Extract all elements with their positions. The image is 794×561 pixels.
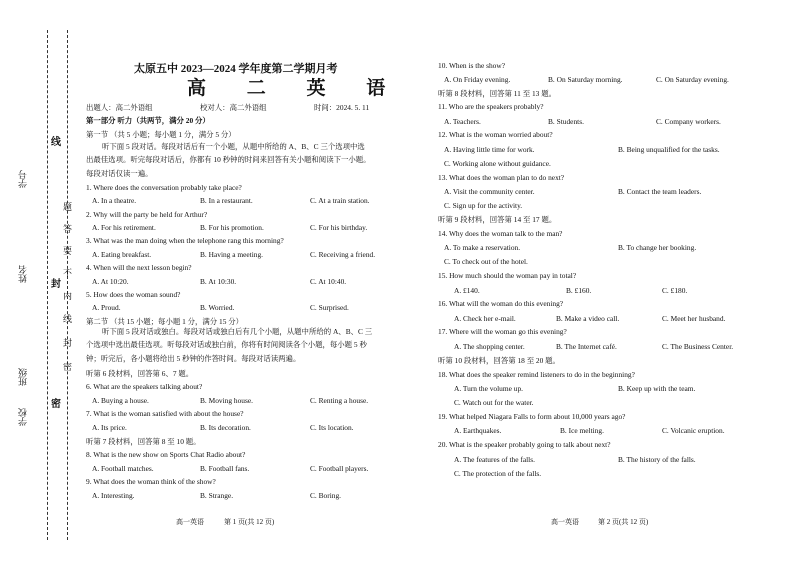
question-text: 6. What are the speakers talking about? xyxy=(86,382,203,391)
option-a: A. Turn the volume up. xyxy=(454,384,523,393)
option-a: A. Interesting. xyxy=(92,491,135,500)
option-c: C. Receiving a friend. xyxy=(310,250,376,259)
option-c: C. Volcanic eruption. xyxy=(662,426,725,435)
question-text: 16. What will the woman do this evening? xyxy=(438,299,564,308)
exam-date: 时间：2024. 5. 11 xyxy=(314,103,370,112)
option-a: A. Visit the community center. xyxy=(444,187,535,196)
option-a: A. Buying a house. xyxy=(92,396,149,405)
question-text: 11. Who are the speakers probably? xyxy=(438,102,544,111)
footer-right-subject: 高一英语 xyxy=(551,518,579,526)
option-c: C. Football players. xyxy=(310,464,369,473)
option-b: B. The Internet café. xyxy=(556,342,617,351)
option-c: C. For his birthday. xyxy=(310,223,368,232)
section2-heading: 第二节 （共 15 小题；每小题 1 分，满分 15 分） xyxy=(86,317,244,326)
option-b: B. Strange. xyxy=(200,491,234,500)
seal-word-nei: 内 xyxy=(63,291,73,301)
seal-word-ti: 题 xyxy=(63,202,73,212)
option-c: C. Renting a house. xyxy=(310,396,369,405)
option-c: C. At a train station. xyxy=(310,196,370,205)
option-c: C. Meet her husband. xyxy=(662,314,726,323)
seal-word-feng: 封 xyxy=(63,338,73,348)
option-b: B. Moving house. xyxy=(200,396,253,405)
question-text: 1. Where does the conversation probably take place? xyxy=(86,183,242,192)
option-a: A. To make a reservation. xyxy=(444,243,521,252)
section1-heading: 第一节 （共 5 小题；每小题 1 分，满分 5 分） xyxy=(86,130,236,139)
section2-instructions: 听下面 5 段对话或独白。每段对话或独白后有几个小题，从题中所给的 A、B、C 三个选项中选出最佳选项。听每段对话或独白前，你将有时间阅读各个小题，每小题 5 秒钟；听完后，各小题将给出 5 秒钟的作答时间。每段对话读两遍。 xyxy=(86,327,373,363)
question-text: 13. What does the woman plan to do next? xyxy=(438,173,565,182)
question-text: 20. What is the speaker probably going to talk about next? xyxy=(438,440,611,449)
option-b: B. Its decoration. xyxy=(200,423,251,432)
option-a: A. Check her e-mail. xyxy=(454,314,516,323)
line-mark: 线 xyxy=(51,137,61,148)
option-a: A. The shopping center. xyxy=(454,342,525,351)
option-b: B. Make a video call. xyxy=(556,314,620,323)
option-a: A. £140. xyxy=(454,286,480,295)
secret-mark: 密 xyxy=(51,399,61,410)
listening-note-8: 听第 8 段材料，回答第 11 至 13 题。 xyxy=(438,89,556,98)
option-a: A. For his retirement. xyxy=(92,223,156,232)
option-c: C. £180. xyxy=(662,286,688,295)
checker-info: 校对人：高二外语组 xyxy=(200,103,267,112)
listening-note-9: 听第 9 段材料，回答第 14 至 17 题。 xyxy=(438,215,557,224)
option-c: C. Its location. xyxy=(310,423,354,432)
seal-word-mi: 密 xyxy=(63,362,73,372)
question-text: 9. What does the woman think of the show? xyxy=(86,477,216,486)
listening-note-7: 听第 7 段材料，回答第 8 至 10 题。 xyxy=(86,437,201,446)
question-text: 19. What helped Niagara Falls to form about 10,000 years ago? xyxy=(438,412,626,421)
option-c: C. At 10:40. xyxy=(310,277,347,286)
option-b: B. £160. xyxy=(566,286,592,295)
option-c: C. Watch out for the water. xyxy=(454,398,534,407)
option-a: A. The features of the falls. xyxy=(454,455,535,464)
footer-right-page: 第 2 页(共 12 页) xyxy=(598,518,649,526)
seal-mark: 封 xyxy=(51,279,61,290)
option-a: A. Proud. xyxy=(92,303,121,312)
option-c: C. To check out of the hotel. xyxy=(444,257,528,266)
student-id-label: 学号 xyxy=(18,170,28,188)
name-label: 姓名 xyxy=(18,265,28,283)
option-a: A. Eating breakfast. xyxy=(92,250,152,259)
subject-title: 高 二 英 语 xyxy=(187,78,404,99)
question-text: 15. How much should the woman pay in total? xyxy=(438,271,577,280)
option-c: C. On Saturday evening. xyxy=(656,75,729,84)
option-c: C. Working alone without guidance. xyxy=(444,159,551,168)
footer-left-subject: 高一英语 xyxy=(176,518,204,526)
seal-word-yao: 要 xyxy=(63,246,73,256)
question-text: 3. What was the man doing when the telephone rang this morning? xyxy=(86,236,284,245)
question-text: 8. What is the new show on Sports Chat Radio about? xyxy=(86,450,246,459)
option-b: B. Students. xyxy=(548,117,584,126)
margin-line-inner xyxy=(67,30,68,540)
listening-note-6: 听第 6 段材料，回答第 6、7 题。 xyxy=(86,369,194,378)
option-b: B. At 10:30. xyxy=(200,277,237,286)
margin-line-outer xyxy=(47,30,48,540)
question-text: 7. What is the woman satisfied with about the house? xyxy=(86,409,244,418)
option-b: B. Contact the team leaders. xyxy=(618,187,702,196)
option-b: B. Football fans. xyxy=(200,464,250,473)
option-c: C. Boring. xyxy=(310,491,342,500)
option-a: A. At 10:20. xyxy=(92,277,129,286)
option-b: B. The history of the falls. xyxy=(618,455,696,464)
option-a: A. Football matches. xyxy=(92,464,154,473)
option-c: C. The Business Center. xyxy=(662,342,734,351)
option-c: C. The protection of the falls. xyxy=(454,469,542,478)
setter-info: 出题人：高二外语组 xyxy=(86,103,153,112)
question-text: 10. When is the show? xyxy=(438,61,505,70)
seal-word-xian: 线 xyxy=(63,314,73,324)
question-text: 4. When will the next lesson begin? xyxy=(86,263,192,272)
option-b: B. Keep up with the team. xyxy=(618,384,696,393)
option-b: B. Ice melting. xyxy=(560,426,604,435)
seal-word-bu: 不 xyxy=(63,268,73,278)
option-b: B. On Saturday morning. xyxy=(548,75,623,84)
exam-title: 太原五中 2023—2024 学年度第二学期月考 xyxy=(134,63,338,75)
option-a: A. Teachers. xyxy=(444,117,481,126)
option-b: B. Having a meeting. xyxy=(200,250,264,259)
option-b: B. Worried. xyxy=(200,303,235,312)
option-b: B. For his promotion. xyxy=(200,223,264,232)
option-a: A. Having little time for work. xyxy=(444,145,535,154)
listening-note-10: 听第 10 段材料，回答第 18 至 20 题。 xyxy=(438,356,560,365)
question-text: 5. How does the woman sound? xyxy=(86,290,181,299)
question-text: 17. Where will the woman go this evening? xyxy=(438,327,567,336)
option-b: B. Being unqualified for the tasks. xyxy=(618,145,720,154)
question-text: 12. What is the woman worried about? xyxy=(438,130,553,139)
option-a: A. On Friday evening. xyxy=(444,75,511,84)
class-label: 班级 xyxy=(18,368,28,386)
seal-word-da: 答 xyxy=(63,224,73,234)
footer-left-page: 第 1 页(共 12 页) xyxy=(224,518,275,526)
option-a: A. Earthquakes. xyxy=(454,426,502,435)
question-text: 2. Why will the party be held for Arthur? xyxy=(86,210,208,219)
option-c: C. Surprised. xyxy=(310,303,349,312)
option-b: B. To change her booking. xyxy=(618,243,697,252)
section1-instructions: 听下面 5 段对话。每段对话后有一个小题，从题中所给的 A、B、C 三个选项中选出最佳选项。听完每段对话后，你都有 10 秒钟的时间来回答有关小题和阅读下一小题。每段对话仅读一遍。 xyxy=(86,142,371,178)
question-text: 14. Why does the woman talk to the man? xyxy=(438,229,563,238)
option-c: C. Company workers. xyxy=(656,117,721,126)
part1-heading: 第一部分 听力（共两节，满分 20 分） xyxy=(86,116,210,125)
question-text: 18. What does the speaker remind listeners to do in the beginning? xyxy=(438,370,635,379)
option-a: A. Its price. xyxy=(92,423,127,432)
school-label: 学校 xyxy=(18,408,28,426)
option-a: A. In a theatre. xyxy=(92,196,137,205)
option-c: C. Sign up for the activity. xyxy=(444,201,523,210)
option-b: B. In a restaurant. xyxy=(200,196,253,205)
